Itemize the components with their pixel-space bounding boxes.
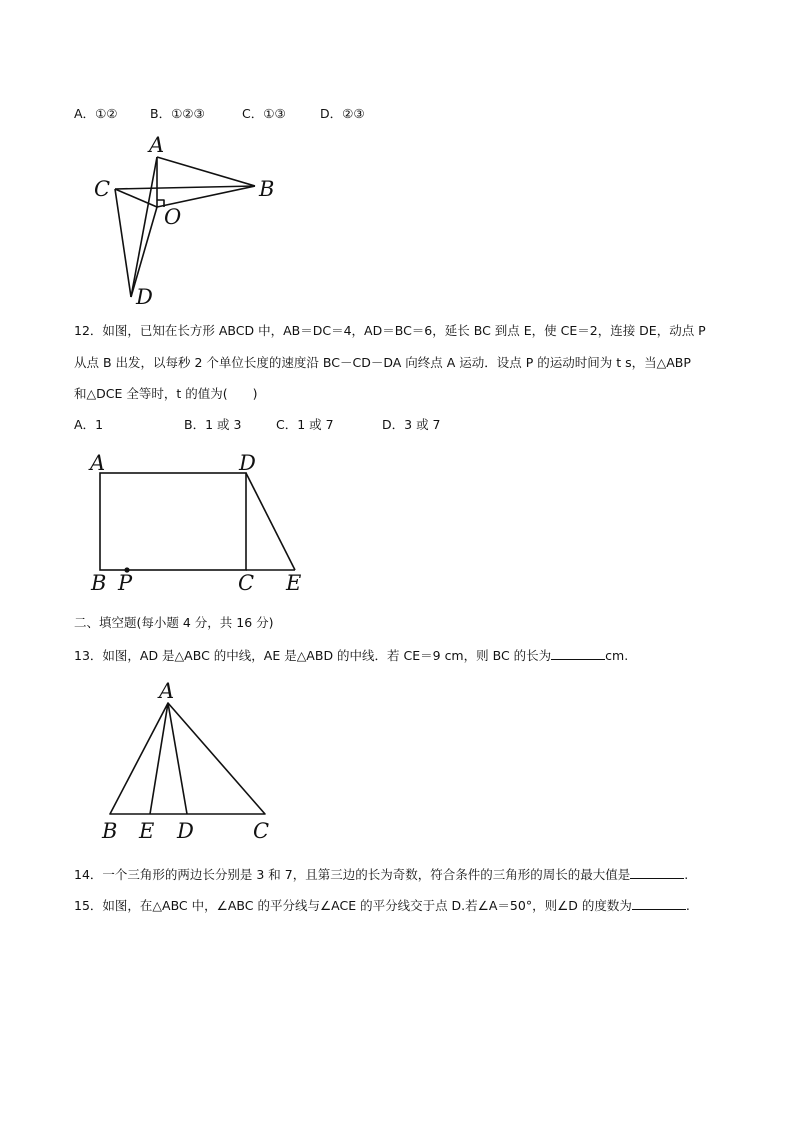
label-d: D	[136, 285, 153, 309]
q12-option-d: D．3 或 7	[382, 417, 441, 432]
label-d: D	[177, 819, 194, 843]
label-b: B	[259, 177, 275, 201]
label-e: E	[286, 571, 302, 595]
label-d: D	[239, 451, 256, 475]
q11-figure	[80, 130, 300, 310]
q14-answer-blank[interactable]	[630, 866, 684, 879]
label-c: C	[253, 819, 270, 843]
label-a: A	[149, 133, 165, 157]
label-a: A	[159, 679, 175, 703]
q12-text-line-1: 12．如图，已知在长方形 ABCD 中，AB＝DC＝4，AD＝BC＝6，延长 BC 到点 E，使 CE＝2，连接 DE，动点 P	[74, 323, 706, 338]
label-b: B	[91, 571, 107, 595]
label-p: P	[118, 571, 133, 595]
q15-answer-blank[interactable]	[632, 897, 686, 910]
segment-ab	[157, 157, 255, 186]
label-a: A	[90, 451, 106, 475]
label-e: E	[139, 819, 155, 843]
segment-de	[246, 473, 295, 570]
segment-ad	[168, 703, 187, 814]
q12-text-line-3: 和△DCE 全等时，t 的值为( )	[74, 386, 258, 401]
q12-text-line-2: 从点 B 出发，以每秒 2 个单位长度的速度沿 BC－CD－DA 向终点 A 运动．设点 P 的运动时间为 t s，当△ABP	[74, 355, 691, 370]
label-o: O	[164, 205, 182, 229]
q12-option-a: A．1	[74, 417, 104, 432]
segment-cd	[115, 189, 131, 297]
label-b: B	[102, 819, 118, 843]
q11-option-a: A．①②	[74, 106, 118, 121]
segment-ad	[131, 157, 157, 297]
segment-cb	[115, 186, 255, 189]
q12-figure	[85, 448, 325, 596]
q12-option-c: C．1 或 7	[276, 417, 334, 432]
segment-ob	[157, 186, 255, 207]
q11-option-d: D．②③	[320, 106, 365, 121]
triangle-abc	[110, 703, 265, 814]
q13-figure	[95, 672, 285, 844]
label-c: C	[94, 177, 111, 201]
q13-text: 13．如图，AD 是△ABC 的中线，AE 是△ABD 的中线．若 CE＝9 cm，则 BC 的长为 cm.	[74, 648, 629, 663]
segment-od	[131, 207, 157, 297]
q14-text: 14．一个三角形的两边长分别是 3 和 7，且第三边的长为奇数，符合条件的三角形的周长的最大值是 .	[74, 867, 689, 882]
q15-text: 15．如图，在△ABC 中，∠ABC 的平分线与∠ACE 的平分线交于点 D.若∠A＝50°，则∠D 的度数为 .	[74, 898, 690, 913]
section-title: 二、填空题(每小题 4 分，共 16 分)	[74, 615, 274, 630]
q11-option-b: B．①②③	[150, 106, 205, 121]
q12-option-b: B．1 或 3	[184, 417, 242, 432]
q13-answer-blank[interactable]	[551, 647, 605, 660]
q11-option-c: C．①③	[242, 106, 286, 121]
label-c: C	[238, 571, 255, 595]
rectangle-abcd	[100, 473, 246, 570]
